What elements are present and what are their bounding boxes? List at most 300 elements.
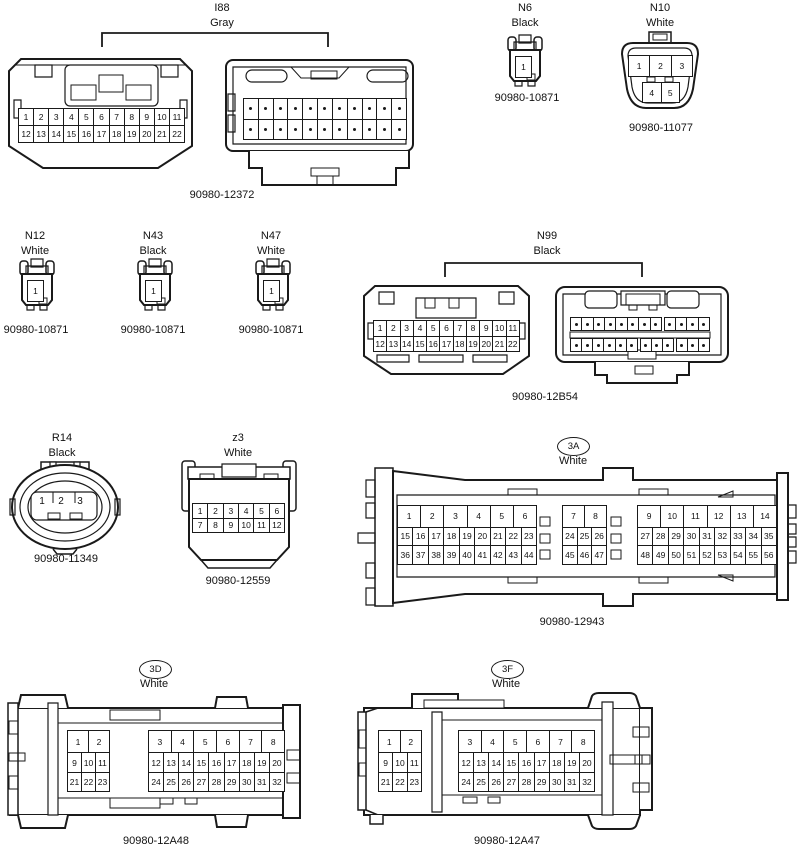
pin-cell: 26	[488, 772, 504, 792]
pin-cell: 22	[392, 772, 407, 792]
pin-cell: 31	[699, 527, 715, 547]
connector-color-n10: White	[645, 17, 675, 29]
pin-cell: 33	[730, 527, 746, 547]
pin-cell: 1	[27, 280, 44, 302]
pin-cell: 7	[453, 320, 467, 337]
pin-cell: 21	[492, 336, 506, 353]
pin-row	[397, 545, 537, 565]
pin-row	[148, 730, 285, 753]
pin-cell: 20	[269, 752, 285, 772]
pin-cell: 10	[392, 752, 407, 772]
pin-cell: 5	[193, 730, 217, 753]
pin-cell: 4	[63, 108, 79, 126]
pin-cell: 3	[223, 503, 239, 519]
pin-cell: 18	[443, 527, 459, 547]
pin-cell: 2	[386, 320, 400, 337]
n6-pin-grid	[515, 56, 532, 78]
part-number-n43: 90980-10871	[120, 324, 186, 336]
connector-badge-3f: 3F	[491, 660, 524, 679]
connector-badge-3a: 3A	[557, 437, 590, 456]
pin-cell: 5	[490, 505, 514, 528]
pin-cell: 19	[459, 527, 475, 547]
pin-dot	[258, 119, 274, 141]
pin-cell: 9	[479, 320, 493, 337]
pin-cell: 21	[490, 527, 506, 547]
connector-id-r14: R14	[51, 432, 73, 444]
pin-cell: 7	[549, 730, 573, 753]
part-number-n10: 90980-11077	[628, 122, 694, 134]
pin-cell: 1	[39, 495, 45, 507]
pin-cell: 5	[78, 108, 94, 126]
pin-cell: 6	[216, 730, 240, 753]
pin-cell: 23	[521, 527, 537, 547]
connector-color-z3: White	[223, 447, 253, 459]
pin-cell: 26	[591, 527, 607, 547]
pin-cell: 6	[439, 320, 453, 337]
pin-cell: 4	[481, 730, 505, 753]
pin-cell: 15	[193, 752, 209, 772]
connector-color-3a: White	[558, 455, 588, 467]
pin-cell: 8	[571, 730, 595, 753]
pin-cell: 21	[154, 125, 170, 143]
pin-cell: 7	[562, 505, 585, 528]
pin-row	[18, 108, 185, 126]
pin-cell: 17	[428, 527, 444, 547]
pin-cell: 4	[467, 505, 491, 528]
pin-cell: 34	[745, 527, 761, 547]
pin-dot	[347, 119, 363, 141]
pin-cell: 22	[506, 336, 520, 353]
connector-color-i88: Gray	[210, 17, 234, 29]
pin-cell: 3	[458, 730, 482, 753]
pin-row	[67, 772, 110, 792]
pin-cell: 52	[699, 545, 715, 565]
pin-cell: 10	[660, 505, 684, 528]
pin-dot	[362, 98, 378, 120]
pin-cell: 24	[562, 527, 578, 547]
pin-cell: 22	[505, 527, 521, 547]
n99-pin-grid	[373, 320, 520, 352]
pin-cell: 8	[584, 505, 607, 528]
pin-dot	[302, 119, 318, 141]
i88-pin-grid	[18, 108, 185, 143]
pin-cell: 44	[521, 545, 537, 565]
pin-cell: 2	[58, 495, 64, 507]
3a-pin-block-b	[562, 505, 607, 565]
3a-pin-block-a	[397, 505, 537, 565]
pin-cell: 8	[466, 320, 480, 337]
pin-cell: 25	[577, 527, 593, 547]
pin-cell: 29	[224, 772, 240, 792]
n12-pin-grid	[27, 280, 44, 302]
pin-cell: 7	[109, 108, 125, 126]
pin-cell: 27	[503, 772, 519, 792]
i88-dot-grid	[243, 98, 407, 140]
pin-cell: 32	[579, 772, 595, 792]
pin-dot	[332, 98, 348, 120]
pin-cell: 19	[254, 752, 270, 772]
pin-dot	[347, 98, 363, 120]
pin-cell: 16	[78, 125, 94, 143]
pin-cell: 6	[269, 503, 285, 519]
pin-cell: 25	[163, 772, 179, 792]
pin-cell: 15	[413, 336, 427, 353]
bracket-n99	[440, 261, 650, 277]
pin-cell: 6	[93, 108, 109, 126]
connector-id-z3: z3	[232, 432, 244, 444]
pin-cell: 5	[661, 82, 681, 103]
pin-cell: 28	[208, 772, 224, 792]
r14-pin-grid	[32, 492, 90, 510]
pin-cell: 15	[63, 125, 79, 143]
pin-cell: 1	[18, 108, 34, 126]
pin-row	[378, 730, 422, 753]
pin-cell: 19	[564, 752, 580, 772]
pin-dot	[287, 98, 303, 120]
part-number-3d: 90980-12A48	[122, 835, 190, 847]
pin-cell: 35	[761, 527, 777, 547]
pin-cell: 9	[637, 505, 661, 528]
pin-cell: 11	[169, 108, 185, 126]
pin-row	[18, 125, 185, 143]
pin-cell: 1	[192, 503, 208, 519]
pin-dot	[273, 119, 289, 141]
pin-cell: 1	[628, 55, 650, 77]
pin-row	[628, 55, 693, 77]
pin-cell: 24	[458, 772, 474, 792]
pin-cell: 17	[224, 752, 240, 772]
pin-row	[192, 518, 285, 534]
pin-row	[67, 730, 110, 753]
pin-cell: 4	[642, 82, 662, 103]
pin-row	[397, 505, 537, 528]
pin-cell: 1	[378, 730, 401, 753]
pin-cell: 2	[420, 505, 444, 528]
connector-id-n99: N99	[536, 230, 558, 242]
pin-row	[148, 752, 285, 772]
pin-cell: 11	[253, 518, 269, 534]
connector-color-n47: White	[256, 245, 286, 257]
pin-cell: 4	[238, 503, 254, 519]
pin-cell: 38	[428, 545, 444, 565]
pin-cell: 36	[397, 545, 413, 565]
pin-row	[570, 317, 710, 331]
pin-row	[263, 280, 280, 302]
pin-row	[637, 505, 777, 528]
pin-cell: 31	[254, 772, 270, 792]
pin-dot	[317, 119, 333, 141]
z3-pin-grid	[192, 503, 285, 533]
pin-cell: 21	[378, 772, 393, 792]
pin-cell: 9	[378, 752, 393, 772]
pin-row	[27, 280, 44, 302]
pin-cell: 8	[207, 518, 223, 534]
n10-pin-grid-bottom	[642, 82, 680, 103]
pin-cell: 32	[714, 527, 730, 547]
pin-cell: 46	[577, 545, 593, 565]
pin-cell: 18	[549, 752, 565, 772]
pin-cell: 47	[591, 545, 607, 565]
pin-cell: 40	[459, 545, 475, 565]
part-number-r14: 90980-11349	[33, 553, 99, 565]
pin-cell: 19	[466, 336, 480, 353]
pin-cell: 5	[253, 503, 269, 519]
pin-dot	[362, 119, 378, 141]
pin-cell: 30	[683, 527, 699, 547]
pin-row	[373, 320, 520, 337]
pin-cell: 14	[48, 125, 64, 143]
part-number-n6: 90980-10871	[494, 92, 560, 104]
pin-cell: 23	[407, 772, 422, 792]
pin-dot	[391, 98, 407, 120]
pin-cell: 12	[269, 518, 285, 534]
pin-cell: 10	[154, 108, 170, 126]
pin-cell: 18	[453, 336, 467, 353]
pin-cell: 13	[33, 125, 49, 143]
connector-id-i88: I88	[214, 2, 230, 14]
pin-cell: 30	[239, 772, 255, 792]
pin-row	[562, 505, 607, 528]
pin-cell: 27	[637, 527, 653, 547]
pin-cell: 51	[683, 545, 699, 565]
pin-cell: 7	[192, 518, 208, 534]
pin-cell: 32	[269, 772, 285, 792]
pin-cell: 21	[67, 772, 82, 792]
pin-row	[243, 98, 407, 120]
pin-cell: 11	[506, 320, 520, 337]
part-number-n12: 90980-10871	[3, 324, 69, 336]
connector-id-n43: N43	[142, 230, 164, 242]
pin-cell: 12	[148, 752, 164, 772]
pin-cell: 15	[397, 527, 413, 547]
pin-cell: 1	[67, 730, 89, 753]
pin-row	[458, 752, 595, 772]
pin-row	[378, 752, 422, 772]
pin-cell: 25	[473, 772, 489, 792]
connector-id-n47: N47	[260, 230, 282, 242]
pin-cell: 23	[95, 772, 110, 792]
pin-cell: 30	[549, 772, 565, 792]
pin-cell: 17	[534, 752, 550, 772]
pin-cell: 20	[474, 527, 490, 547]
3f-pin-block-b	[458, 730, 595, 792]
connector-badge-3d: 3D	[139, 660, 172, 679]
pin-dot	[317, 98, 333, 120]
pin-cell: 45	[562, 545, 578, 565]
pin-cell: 12	[458, 752, 474, 772]
pin-cell: 16	[412, 527, 428, 547]
pin-dot	[287, 119, 303, 141]
pin-cell: 16	[426, 336, 440, 353]
connector-color-n99: Black	[533, 245, 561, 257]
n99-dot-grid-bottom	[570, 338, 710, 352]
pin-cell: 53	[714, 545, 730, 565]
part-number-n47: 90980-10871	[238, 324, 304, 336]
pin-dot	[376, 98, 392, 120]
pin-cell: 54	[730, 545, 746, 565]
pin-cell: 10	[81, 752, 96, 772]
pin-cell: 1	[397, 505, 421, 528]
pin-cell: 42	[490, 545, 506, 565]
pin-cell: 11	[95, 752, 110, 772]
pin-cell: 12	[707, 505, 731, 528]
connector-id-n6: N6	[517, 2, 533, 14]
pin-cell: 20	[139, 125, 155, 143]
pin-dot	[332, 119, 348, 141]
pin-cell: 8	[261, 730, 285, 753]
pin-dot	[391, 119, 407, 141]
pin-cell: 7	[239, 730, 263, 753]
pin-cell: 3	[148, 730, 172, 753]
pin-dot	[258, 98, 274, 120]
part-number-z3: 90980-12559	[205, 575, 271, 587]
pin-cell: 15	[503, 752, 519, 772]
pin-cell: 37	[412, 545, 428, 565]
pin-cell: 13	[730, 505, 754, 528]
pin-cell: 12	[18, 125, 34, 143]
pin-row	[243, 119, 407, 141]
pin-cell: 39	[443, 545, 459, 565]
part-number-i88: 90980-12372	[189, 189, 255, 201]
pin-cell: 18	[239, 752, 255, 772]
pin-cell: 29	[534, 772, 550, 792]
3d-pin-block-a	[67, 730, 110, 792]
pin-row	[637, 527, 777, 547]
pin-cell: 22	[169, 125, 185, 143]
pin-cell: 16	[208, 752, 224, 772]
pin-cell: 13	[386, 336, 400, 353]
pin-cell: 49	[652, 545, 668, 565]
n47-pin-grid	[263, 280, 280, 302]
connector-color-r14: Black	[48, 447, 76, 459]
pin-cell: 20	[579, 752, 595, 772]
pin-row	[148, 772, 285, 792]
pin-cell: 3	[400, 320, 414, 337]
pin-cell: 48	[637, 545, 653, 565]
pin-cell: 5	[503, 730, 527, 753]
pin-cell: 14	[400, 336, 414, 353]
pin-row	[373, 336, 520, 353]
pin-row	[378, 772, 422, 792]
pin-dot	[243, 119, 259, 141]
pin-cell: 55	[745, 545, 761, 565]
pin-cell: 27	[193, 772, 209, 792]
part-number-3f: 90980-12A47	[473, 835, 541, 847]
pin-cell: 1	[145, 280, 162, 302]
pin-cell: 3	[77, 495, 83, 507]
connector-color-n12: White	[20, 245, 50, 257]
pin-row	[67, 752, 110, 772]
pin-cell: 43	[505, 545, 521, 565]
pin-dot	[376, 119, 392, 141]
pin-cell: 12	[373, 336, 387, 353]
pin-cell: 11	[683, 505, 707, 528]
pin-cell: 2	[207, 503, 223, 519]
bracket-i88	[95, 31, 335, 47]
3a-pin-block-c	[637, 505, 777, 565]
n99-wire-view-outline	[555, 286, 730, 388]
pin-cell: 1	[373, 320, 387, 337]
pin-cell: 16	[518, 752, 534, 772]
pin-row	[570, 338, 710, 352]
pin-cell: 28	[518, 772, 534, 792]
pin-row	[145, 280, 162, 302]
pin-row	[562, 545, 607, 565]
pin-cell: 10	[492, 320, 506, 337]
pin-cell: 3	[443, 505, 467, 528]
pin-dot	[302, 98, 318, 120]
pin-cell: 3	[671, 55, 693, 77]
connector-color-n6: Black	[511, 17, 539, 29]
pin-cell: 22	[81, 772, 96, 792]
3d-pin-block-b	[148, 730, 285, 792]
pin-dot	[243, 98, 259, 120]
n43-pin-grid	[145, 280, 162, 302]
pin-dot	[698, 317, 710, 331]
pin-row	[515, 56, 532, 78]
pin-cell: 41	[474, 545, 490, 565]
pin-cell: 14	[753, 505, 777, 528]
connector-color-3d: White	[139, 678, 169, 690]
connector-color-3f: White	[491, 678, 521, 690]
pin-cell: 2	[88, 730, 110, 753]
pin-cell: 5	[426, 320, 440, 337]
pin-row	[642, 82, 680, 103]
pin-row	[637, 545, 777, 565]
pin-cell: 1	[515, 56, 532, 78]
part-number-3a: 90980-12943	[539, 616, 605, 628]
pin-cell: 2	[33, 108, 49, 126]
pin-cell: 11	[407, 752, 422, 772]
pin-cell: 31	[564, 772, 580, 792]
pin-cell: 4	[413, 320, 427, 337]
pin-dot	[698, 338, 710, 352]
pin-cell: 13	[473, 752, 489, 772]
n10-pin-grid-top	[628, 55, 693, 77]
pin-cell: 9	[223, 518, 239, 534]
pin-row	[397, 527, 537, 547]
pin-cell: 9	[67, 752, 82, 772]
pin-row	[192, 503, 285, 519]
pin-row	[32, 492, 90, 510]
pin-cell: 18	[109, 125, 125, 143]
pin-cell: 17	[439, 336, 453, 353]
pin-cell: 6	[513, 505, 537, 528]
pin-cell: 8	[124, 108, 140, 126]
3f-pin-block-a	[378, 730, 422, 792]
pin-cell: 1	[263, 280, 280, 302]
pin-cell: 14	[488, 752, 504, 772]
pin-cell: 10	[238, 518, 254, 534]
connector-color-n43: Black	[139, 245, 167, 257]
pin-cell: 13	[163, 752, 179, 772]
pin-cell: 2	[649, 55, 671, 77]
pin-cell: 19	[124, 125, 140, 143]
pin-cell: 28	[652, 527, 668, 547]
pin-cell: 9	[139, 108, 155, 126]
pin-cell: 14	[178, 752, 194, 772]
pin-cell: 50	[668, 545, 684, 565]
pin-cell: 26	[178, 772, 194, 792]
pin-cell: 2	[400, 730, 423, 753]
pin-row	[562, 527, 607, 547]
connector-id-n12: N12	[24, 230, 46, 242]
pin-row	[458, 772, 595, 792]
part-number-n99: 90980-12B54	[511, 391, 579, 403]
pin-cell: 29	[668, 527, 684, 547]
pin-cell: 56	[761, 545, 777, 565]
pin-cell: 20	[479, 336, 493, 353]
